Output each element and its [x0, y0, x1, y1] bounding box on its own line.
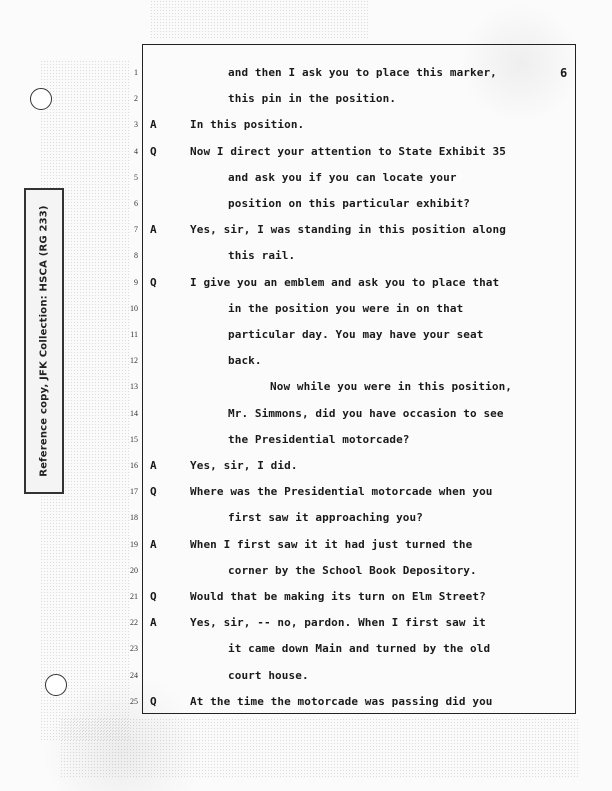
line-number: 17 — [130, 487, 138, 497]
line-number: 7 — [134, 225, 138, 235]
speaker-label: Q — [150, 590, 157, 603]
binder-hole-top — [30, 88, 52, 110]
speaker-label: Q — [150, 275, 157, 289]
line-number: 14 — [130, 408, 138, 418]
line-number: 19 — [130, 539, 138, 549]
binder-hole-bottom — [45, 674, 67, 696]
speaker-label: A — [150, 459, 157, 472]
transcript-line-text: Yes, sir, I did. — [190, 459, 298, 472]
transcript-line-text: When I first saw it it had just turned the — [190, 537, 473, 551]
transcript-line-text: In this position. — [190, 118, 305, 132]
scan-noise-top — [150, 0, 370, 40]
line-number: 9 — [134, 277, 138, 287]
transcript-line-text: Where was the Presidential motorcade when you — [190, 485, 493, 499]
transcript-line-text: this pin in the position. — [228, 92, 397, 106]
line-number: 8 — [134, 251, 138, 261]
page-number: 6 — [560, 66, 568, 80]
line-number: 5 — [134, 172, 138, 182]
speaker-label: Q — [150, 144, 157, 158]
transcript-line-text: particular day. You may have your seat — [228, 328, 484, 341]
speaker-label: A — [150, 537, 157, 551]
line-number: 20 — [130, 565, 138, 575]
archive-stamp — [24, 188, 64, 494]
transcript-line-text: Yes, sir, -- no, pardon. When I first saw it — [190, 616, 486, 630]
transcript-line-text: Now while you were in this position, — [270, 380, 513, 394]
transcript-line-text: in the position you were in on that — [228, 301, 464, 315]
transcript-line-text: the Presidential motorcade? — [228, 432, 410, 446]
transcript-line-text: it came down Main and turned by the old — [228, 642, 491, 656]
speaker-label: A — [150, 118, 157, 132]
line-number: 12 — [130, 356, 138, 366]
transcript-line-text: Would that be making its turn on Elm Street? — [190, 590, 486, 603]
transcript-line-text: and ask you if you can locate your — [228, 170, 457, 184]
line-number: 6 — [134, 199, 138, 208]
line-number: 13 — [130, 382, 138, 392]
transcript-line-text: back. — [228, 354, 262, 368]
transcript-line-text: corner by the School Book Depository. — [228, 563, 477, 577]
line-number: 11 — [130, 330, 138, 339]
line-number: 1 — [134, 68, 138, 77]
transcript-line-text: Now I direct your attention to State Exhibit 35 — [190, 144, 506, 158]
speaker-label: Q — [150, 694, 157, 708]
line-number: 16 — [130, 461, 138, 470]
speaker-label: A — [150, 616, 157, 630]
line-number: 23 — [130, 644, 138, 654]
speaker-label: A — [150, 223, 157, 237]
transcript-line-text: Mr. Simmons, did you have occasion to see — [228, 406, 504, 420]
line-number: 10 — [130, 303, 138, 313]
transcript-line-text: this rail. — [228, 249, 296, 263]
line-number: 25 — [130, 696, 138, 706]
speaker-label: Q — [150, 485, 157, 499]
transcript-line-text: I give you an emblem and ask you to place that — [190, 275, 500, 289]
line-number: 4 — [134, 146, 138, 156]
transcript-line-text: Yes, sir, I was standing in this position along — [190, 223, 506, 237]
line-number: 18 — [130, 513, 138, 523]
line-number: 3 — [134, 120, 138, 130]
line-number: 21 — [130, 592, 138, 601]
transcript-line-text: and then I ask you to place this marker, — [228, 66, 497, 79]
line-number: 15 — [130, 434, 138, 444]
transcript-line-text: court house. — [228, 668, 309, 682]
scan-noise-bottom — [60, 718, 580, 778]
line-number: 2 — [134, 94, 138, 104]
line-number: 22 — [130, 618, 138, 628]
transcript-line-text: position on this particular exhibit? — [228, 197, 471, 210]
line-number: 24 — [130, 670, 138, 680]
transcript-line-text: first saw it approaching you? — [228, 511, 423, 525]
archive-stamp-text: Reference copy, JFK Collection: HSCA (RG 233) — [38, 205, 50, 477]
transcript-line-text: At the time the motorcade was passing did you — [190, 694, 493, 708]
